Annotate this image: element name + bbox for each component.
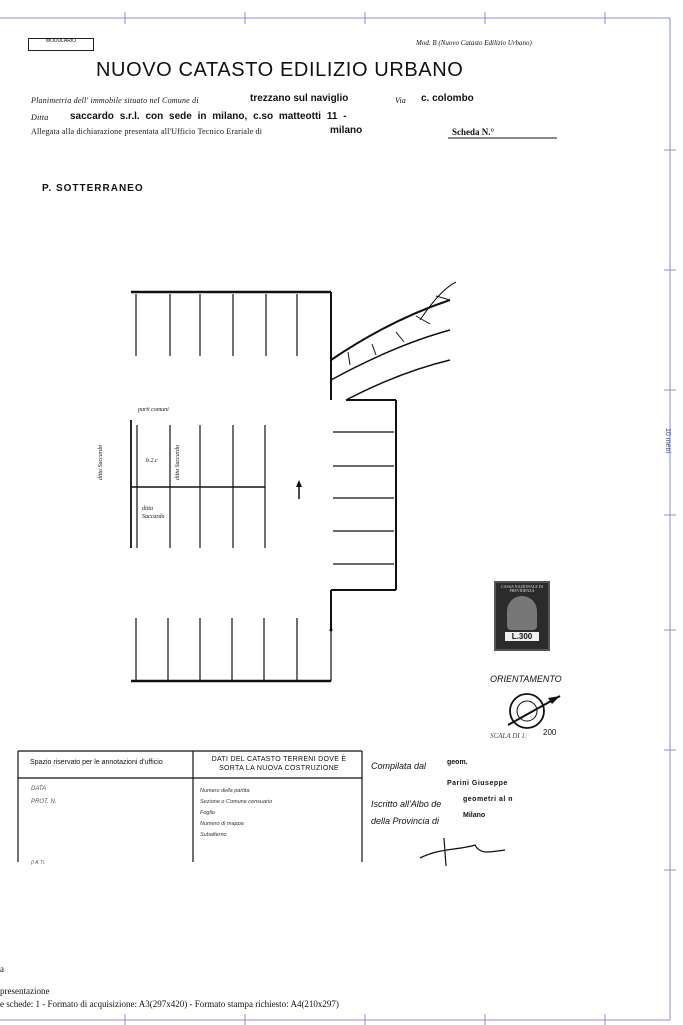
orientation-label: ORIENTAMENTO: [490, 674, 562, 684]
iscritto-label: Iscritto all'Albo de: [371, 799, 442, 809]
note-ditta-3-line1: ditta: [142, 506, 154, 512]
model-label: Mod. B (Nuovo Catasto Edilizio Urbano): [416, 39, 532, 47]
note-ditta-2: ditta Saccardo: [175, 445, 181, 480]
allegata-label: Allegata alla dichiarazione presentata all'Ufficio Tecnico Erariale di: [31, 127, 263, 136]
page-title: NUOVO CATASTO EDILIZIO URBANO: [96, 59, 464, 81]
via-label: Via: [395, 96, 407, 105]
compilata-title: geom.: [447, 759, 468, 766]
footer-line2: presentazione: [0, 986, 50, 996]
office-footnote: (i A.Ti.: [31, 860, 46, 866]
scale-bar-label: 10 metri: [664, 428, 671, 454]
catasto-row: Numero di mappa: [200, 821, 244, 827]
header-stamp-text: MODULARIO: [45, 38, 77, 44]
note-parti-comuni: parti comuni: [138, 407, 169, 413]
compilata-label: Compilata dal: [371, 761, 427, 771]
footer-line1: a: [0, 964, 4, 974]
provincia-value: Milano: [463, 812, 486, 819]
scale-value: 200: [543, 728, 557, 737]
office-prot-label: PROT. N.: [31, 799, 57, 805]
office-box-title: Spazio riservato per le annotazioni d'ufficio: [30, 759, 163, 766]
comune-value: trezzano sul naviglio: [250, 93, 349, 104]
catasto-row: Subalterno: [200, 832, 227, 838]
provincia-label: della Provincia di: [371, 816, 440, 826]
footer-line3: e schede: 1 - Formato di acquisizione: A3(297x420) - Formato stampa richiesto: A4(210x297): [0, 999, 339, 1009]
ufficio-value: milano: [330, 125, 363, 136]
note-ditta-1: ditta Saccardo: [98, 445, 104, 480]
ditta-label: Ditta: [31, 113, 49, 122]
catasto-row: Sezione o Comune censuario: [200, 799, 273, 805]
albo-value: geometri al n: [463, 796, 514, 803]
office-data-label: DATA: [31, 786, 47, 792]
revenue-stamp-line1: CASSA NAZIONALE DI PREVIDENZA: [501, 584, 543, 593]
ditta-value: saccardo s.r.l. con sede in milano, c.so matteotti 11 -: [70, 111, 347, 122]
compilata-name: Parini Giuseppe: [447, 780, 508, 787]
revenue-stamp-value: L.300: [505, 632, 539, 641]
note-ditta-3-line2: Saccardo: [142, 514, 165, 520]
catasto-row: Numero della partita: [200, 788, 250, 794]
planimetria-label: Planimetria dell' immobile situato nel Comune di: [31, 96, 199, 105]
note-b2c: b.2.c: [146, 458, 158, 464]
scale-label: SCALA DI 1:: [490, 732, 528, 740]
scheda-label: Scheda N.°: [452, 127, 495, 137]
via-value: c. colombo: [421, 93, 474, 104]
catasto-rows: [200, 786, 272, 841]
catasto-box-title: DATI DEL CATASTO TERRENI DOVE È SORTA LA NUOVA COSTRUZIONE: [211, 756, 347, 772]
catasto-row: Foglio: [200, 810, 215, 816]
floor-label: P. SOTTERRANEO: [42, 183, 144, 194]
